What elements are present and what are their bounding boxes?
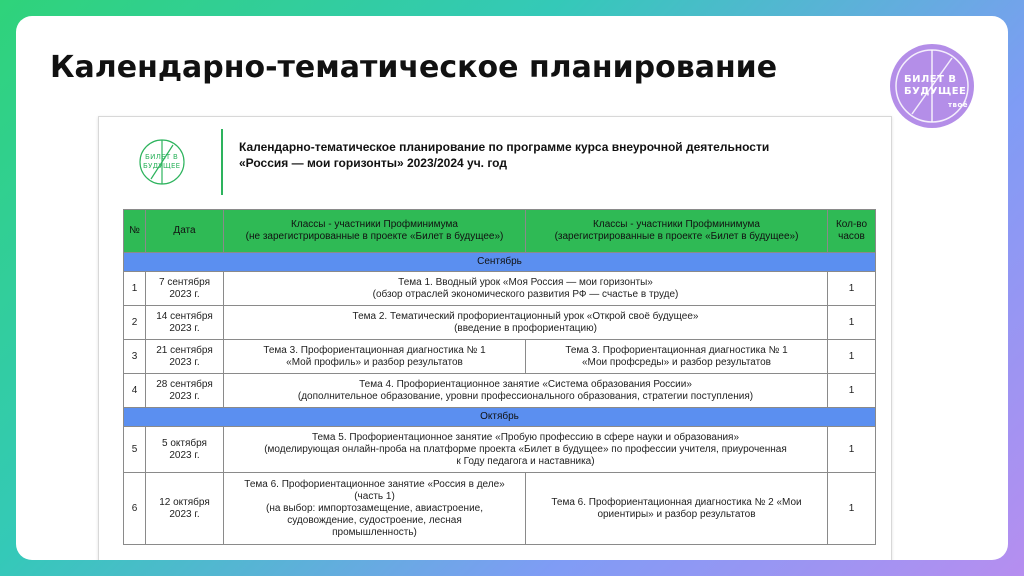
row-topic-line: Тема 3. Профориентационная диагностика № 1 bbox=[263, 344, 486, 356]
row-date bbox=[146, 374, 224, 408]
row-date-line: 2023 г. bbox=[169, 288, 200, 300]
doc-logo-text-line1: БИЛЕТ В bbox=[145, 153, 179, 161]
row-topic-line: Тема 2. Тематический профориентационный урок «Открой своё будущее» bbox=[352, 310, 699, 322]
row-num: 2 bbox=[124, 306, 146, 340]
row-date-line: 2023 г. bbox=[169, 508, 200, 520]
header-classes-unregistered bbox=[224, 210, 526, 253]
table-row bbox=[124, 306, 876, 340]
row-topic bbox=[224, 374, 828, 408]
row-hours: 1 bbox=[828, 306, 876, 340]
header-classes-registered bbox=[526, 210, 828, 253]
row-num: 1 bbox=[124, 272, 146, 306]
header-num: № bbox=[124, 210, 146, 253]
row-date-line: 2023 г. bbox=[169, 390, 200, 402]
row-topic-line: Тема 1. Вводный урок «Моя Россия — мои горизонты» bbox=[398, 276, 653, 288]
slide-card bbox=[16, 16, 1008, 560]
row-topic-line: (обзор отраслей экономического развития РФ — счастье в труде) bbox=[372, 288, 679, 300]
logo-text-line1: БИЛЕТ В bbox=[904, 74, 957, 85]
doc-heading-line1: Календарно-тематическое планирование по программе курса внеурочной деятельности bbox=[239, 140, 770, 154]
row-topic-line: (дополнительное образование, уровни профессионального образования, стратегии поступления) bbox=[297, 390, 754, 402]
row-num: 4 bbox=[124, 374, 146, 408]
row-topic-line: (на выбор: импортозамещение, авиастроение, bbox=[265, 502, 484, 514]
row-date-line: 2023 г. bbox=[169, 449, 200, 461]
row-date-line: 28 сентября bbox=[156, 378, 213, 390]
row-topic-line: «Мои профсреды» и разбор результатов bbox=[581, 356, 771, 368]
row-topic-line: промышленность) bbox=[332, 526, 417, 538]
row-hours: 1 bbox=[828, 374, 876, 408]
header-hours-line2: часов bbox=[838, 231, 865, 242]
table-row bbox=[124, 473, 876, 545]
header-b-line2: (зарегистрированные в проекте «Билет в будущее») bbox=[554, 231, 799, 242]
row-date bbox=[146, 473, 224, 545]
month-label: Октябрь bbox=[124, 408, 876, 427]
document-page bbox=[98, 116, 892, 560]
row-topic-unregistered bbox=[224, 340, 526, 374]
row-topic-line: к Году педагога и наставника) bbox=[456, 455, 595, 467]
header-hours bbox=[828, 210, 876, 253]
table-row bbox=[124, 374, 876, 408]
row-topic-line: (часть 1) bbox=[354, 490, 395, 502]
row-topic bbox=[224, 306, 828, 340]
header-date: Дата bbox=[146, 210, 224, 253]
row-topic-line: Тема 6. Профориентационное занятие «Россия в деле» bbox=[244, 478, 505, 490]
row-topic-line: Тема 3. Профориентационная диагностика № 1 bbox=[565, 344, 788, 356]
row-date bbox=[146, 427, 224, 473]
row-num: 6 bbox=[124, 473, 146, 545]
row-topic-registered bbox=[526, 473, 828, 545]
row-topic-line: (введение в профориентацию) bbox=[454, 322, 597, 334]
month-label: Сентябрь bbox=[124, 253, 876, 272]
row-date bbox=[146, 272, 224, 306]
row-topic bbox=[224, 427, 828, 473]
row-date-line: 7 сентября bbox=[158, 276, 210, 288]
doc-divider bbox=[221, 129, 223, 195]
row-topic-line: судовождение, судостроение, лесная bbox=[287, 514, 462, 526]
row-hours: 1 bbox=[828, 427, 876, 473]
logo-text-line3: твоё bbox=[948, 101, 969, 109]
row-date-line: 12 октября bbox=[159, 496, 210, 508]
row-topic-line: Тема 4. Профориентационное занятие «Система образования России» bbox=[359, 378, 692, 390]
row-date-line: 14 сентября bbox=[156, 310, 213, 322]
row-topic-registered bbox=[526, 340, 828, 374]
logo-text-line2: БУДУЩЕЕ bbox=[904, 86, 967, 97]
row-date-line: 2023 г. bbox=[169, 356, 200, 368]
doc-logo bbox=[137, 137, 187, 187]
row-num: 3 bbox=[124, 340, 146, 374]
row-date-line: 21 сентября bbox=[156, 344, 213, 356]
doc-heading-line2: «Россия — мои горизонты» 2023/2024 уч. год bbox=[239, 156, 507, 170]
doc-heading bbox=[239, 139, 879, 171]
slide-title: Календарно-тематическое планирование bbox=[50, 50, 778, 85]
table-row bbox=[124, 272, 876, 306]
table-header-row bbox=[124, 210, 876, 253]
row-num: 5 bbox=[124, 427, 146, 473]
row-hours: 1 bbox=[828, 473, 876, 545]
header-a-line1: Классы - участники Профминимума bbox=[291, 219, 458, 230]
row-date bbox=[146, 340, 224, 374]
row-topic bbox=[224, 272, 828, 306]
row-topic-unregistered bbox=[224, 473, 526, 545]
row-date-line: 5 октября bbox=[162, 437, 207, 449]
row-topic-line: Тема 6. Профориентационная диагностика № 2 «Мои bbox=[551, 496, 802, 508]
header-a-line2: (не зарегистрированные в проекте «Билет в будущее») bbox=[245, 231, 504, 242]
header-b-line1: Классы - участники Профминимума bbox=[593, 219, 760, 230]
month-row-october bbox=[124, 408, 876, 427]
row-date-line: 2023 г. bbox=[169, 322, 200, 334]
row-topic-line: Тема 5. Профориентационное занятие «Пробую профессию в сфере науки и образования» bbox=[311, 431, 740, 443]
row-date bbox=[146, 306, 224, 340]
table-row bbox=[124, 340, 876, 374]
row-topic-line: «Мой профиль» и разбор результатов bbox=[286, 356, 463, 368]
bilet-v-budushchee-logo bbox=[890, 44, 974, 128]
row-topic-line: ориентиры» и разбор результатов bbox=[597, 508, 756, 520]
row-topic-line: (моделирующая онлайн-проба на платформе проекта «Билет в будущее» по профессии учителя, приуроченная bbox=[264, 443, 787, 455]
table-row bbox=[124, 427, 876, 473]
row-hours: 1 bbox=[828, 272, 876, 306]
plan-table bbox=[123, 209, 876, 545]
doc-logo-text-line2: БУДУЩЕЕ bbox=[143, 162, 181, 170]
row-hours: 1 bbox=[828, 340, 876, 374]
header-hours-line1: Кол-во bbox=[835, 219, 868, 230]
month-row-september bbox=[124, 253, 876, 272]
